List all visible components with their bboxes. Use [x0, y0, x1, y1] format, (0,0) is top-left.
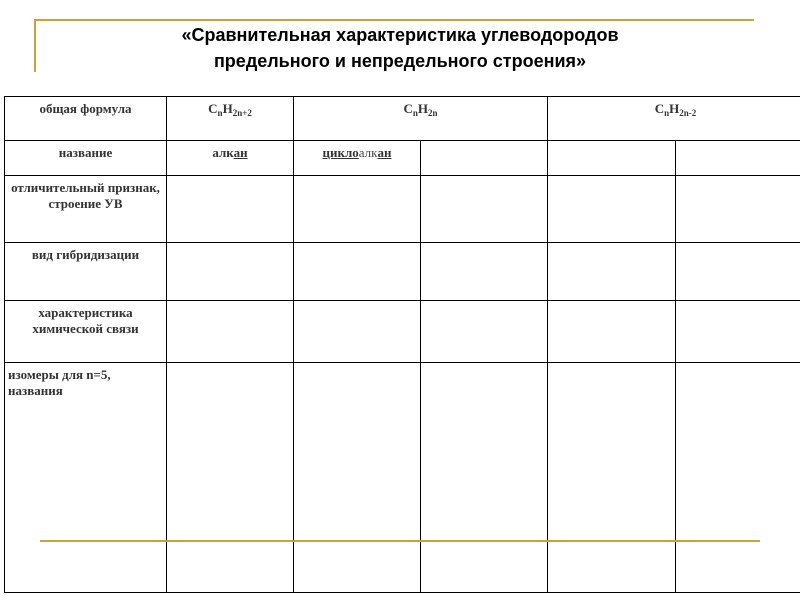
cell-formula-label: общая формула — [5, 97, 167, 141]
cell-empty — [294, 301, 421, 363]
decorative-left-line — [34, 20, 36, 72]
cell-empty — [294, 363, 421, 593]
cell-empty — [167, 363, 294, 593]
page-title — [40, 22, 760, 74]
table-row-name — [5, 141, 800, 176]
cell-formula-alkenes: $C_nH_{2n}$ — [294, 97, 548, 141]
cell-empty — [548, 141, 676, 176]
table-row-hybridization — [5, 243, 800, 301]
cell-feature-label: отличительный признак, строение УВ — [5, 176, 167, 243]
cell-formula-alkynes: $C_nH_{2n-2}$ — [548, 97, 800, 141]
cell-empty — [167, 243, 294, 301]
cell-empty — [676, 243, 800, 301]
cell-empty — [548, 363, 676, 593]
title-line-1: «Сравнительная характеристика углеводородов — [181, 25, 619, 45]
cell-isomers-label: изомеры для n=5, названия — [5, 363, 167, 593]
cell-hybridization-label: вид гибридизации — [5, 243, 167, 301]
cell-empty — [548, 301, 676, 363]
table-row-feature — [5, 176, 800, 243]
cell-empty — [167, 301, 294, 363]
cell-empty — [421, 243, 548, 301]
cell-empty — [676, 176, 800, 243]
cell-empty — [421, 301, 548, 363]
cell-empty — [676, 141, 800, 176]
cell-empty — [548, 176, 676, 243]
cell-empty — [548, 243, 676, 301]
title-line-2: предельного и непредельного строения» — [213, 51, 587, 71]
cell-empty — [421, 141, 548, 176]
cell-name-label: название — [5, 141, 167, 176]
cell-bond-label: характеристика химической связи — [5, 301, 167, 363]
cell-empty — [421, 363, 548, 593]
cell-name-cycloalkane: циклоалкан — [294, 141, 421, 176]
cell-empty — [676, 363, 800, 593]
table-row-bond — [5, 301, 800, 363]
table-row-isomers — [5, 363, 800, 593]
cell-empty — [294, 243, 421, 301]
cell-empty — [421, 176, 548, 243]
comparison-table — [4, 96, 800, 593]
cell-empty — [676, 301, 800, 363]
decorative-bottom-line — [40, 540, 760, 542]
table-row-formula — [5, 97, 800, 141]
cell-empty — [294, 176, 421, 243]
decorative-top-line — [34, 19, 754, 21]
cell-empty — [167, 176, 294, 243]
cell-name-alkane: алкан — [167, 141, 294, 176]
cell-formula-alkanes: $C_nH_{2n+2}$ — [167, 97, 294, 141]
